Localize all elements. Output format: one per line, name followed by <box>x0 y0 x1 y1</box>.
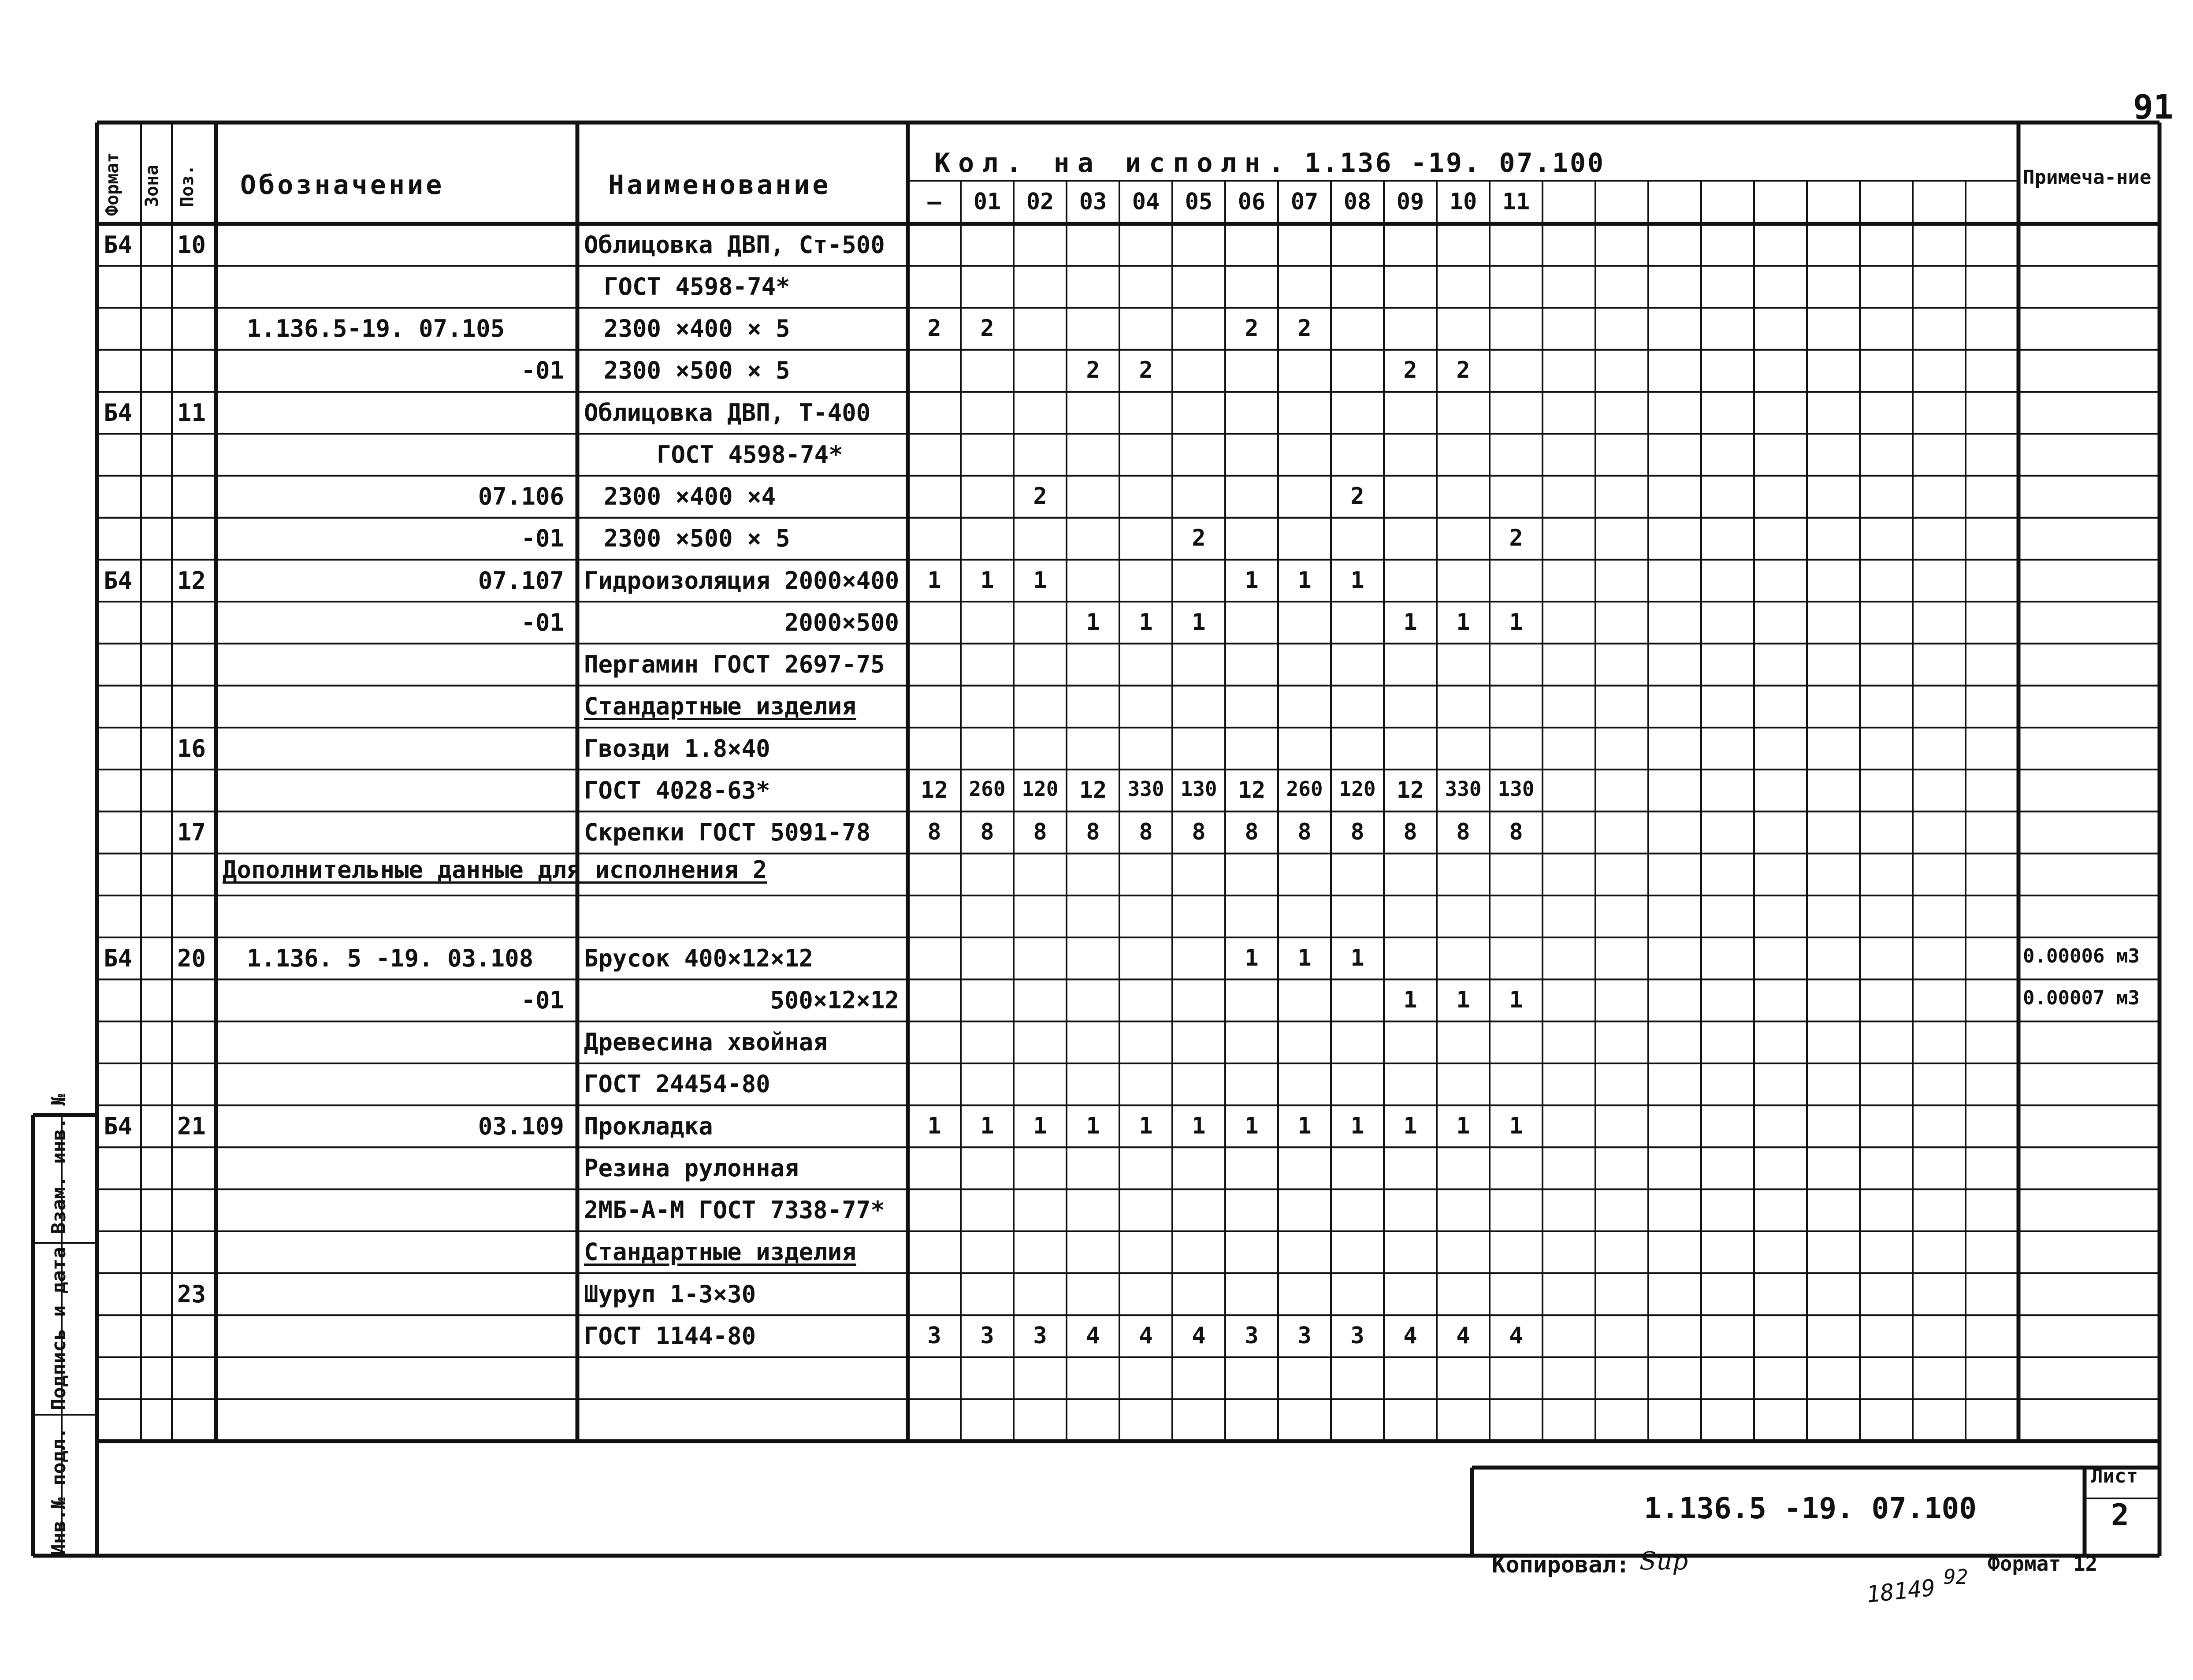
qty-cell: 1 <box>1509 609 1523 636</box>
cell-name: 2000×500 <box>784 608 899 636</box>
cell-designation: 03.109 <box>478 1112 564 1140</box>
qty-cell: 120 <box>1339 777 1376 801</box>
cell-name: Облицовка ДВП, Т-400 <box>584 398 871 427</box>
version-header: 07 <box>1290 189 1319 215</box>
qty-cell: 2 <box>1350 483 1364 510</box>
qty-cell: 2 <box>1297 315 1312 342</box>
qty-cell: 8 <box>1403 819 1417 845</box>
side-podpis-data: Подпись и дата <box>48 1247 70 1410</box>
qty-cell: 1 <box>927 1112 941 1139</box>
cell-name: Облицовка ДВП, Ст-500 <box>584 230 885 259</box>
qty-cell: 1 <box>1033 567 1047 594</box>
qty-cell: 4 <box>1509 1322 1523 1349</box>
qty-cell: 8 <box>1033 819 1047 845</box>
header-name: Наименование <box>608 170 831 201</box>
cell-designation: 1.136. 5 -19. 03.108 <box>247 944 534 972</box>
cell-pos: 10 <box>177 230 206 259</box>
version-header: 08 <box>1343 189 1372 215</box>
qty-cell: 4 <box>1403 1322 1417 1349</box>
version-header: 06 <box>1238 189 1266 215</box>
qty-cell: 2 <box>1086 357 1100 384</box>
version-header: 10 <box>1449 189 1477 215</box>
cell-name: 2300 ×400 × 5 <box>604 315 790 343</box>
cell-name: Древесина хвойная <box>584 1028 828 1056</box>
qty-cell: 4 <box>1086 1322 1100 1349</box>
qty-cell: 1 <box>1139 1112 1153 1139</box>
cell-name: Скрепки ГОСТ 5091-78 <box>584 818 871 846</box>
qty-cell: 8 <box>1139 819 1153 845</box>
qty-cell: 3 <box>1350 1322 1364 1349</box>
qty-cell: 2 <box>980 315 994 342</box>
qty-cell: 1 <box>1297 944 1312 971</box>
stamp-sheet-number: 2 <box>2111 1498 2129 1533</box>
cell-name: ГОСТ 4598-74* <box>657 440 843 468</box>
qty-cell: 1 <box>1509 986 1523 1013</box>
cell-name: ГОСТ 4028-63* <box>584 776 770 804</box>
side-inv-podl: Инв.№ подл. <box>48 1427 70 1556</box>
qty-cell: 120 <box>1022 777 1059 801</box>
qty-cell: 1 <box>1456 986 1470 1013</box>
qty-cell: 1 <box>1033 1112 1047 1139</box>
qty-cell: 1 <box>1350 1112 1364 1139</box>
qty-cell: 1 <box>927 567 941 594</box>
cell-name: Резина рулонная <box>584 1154 799 1182</box>
qty-cell: 8 <box>1456 819 1470 845</box>
cell-pos: 20 <box>177 944 206 972</box>
cell-format: Б4 <box>104 944 133 972</box>
qty-cell: 4 <box>1456 1322 1470 1349</box>
cell-format: Б4 <box>104 1112 133 1140</box>
cell-pos: 12 <box>177 566 206 595</box>
cell-name: 2МБ-А-М ГОСТ 7338-77* <box>584 1196 885 1224</box>
cell-designation: 1.136.5-19. 07.105 <box>247 315 505 343</box>
qty-cell: 1 <box>1086 609 1100 636</box>
qty-cell: 1 <box>1350 944 1364 971</box>
qty-cell: 4 <box>1192 1322 1206 1349</box>
qty-cell: 2 <box>1033 483 1047 510</box>
cell-name: Пергамин ГОСТ 2697-75 <box>584 650 885 679</box>
qty-cell: 330 <box>1127 777 1164 801</box>
qty-cell: 2 <box>1509 525 1523 552</box>
cell-note: 0.00007 м3 <box>2023 986 2140 1009</box>
qty-cell: 12 <box>1238 777 1266 803</box>
cell-designation: -01 <box>521 524 564 553</box>
qty-cell: 260 <box>1286 777 1323 801</box>
cell-name: Брусок 400×12×12 <box>584 944 814 972</box>
version-header: 05 <box>1185 189 1213 215</box>
cell-designation: Дополнительные данные для исполнения 2 <box>223 856 767 884</box>
cell-designation: 07.106 <box>478 483 564 511</box>
qty-cell: 8 <box>1086 819 1100 845</box>
qty-cell: 12 <box>1079 777 1107 803</box>
version-header: 04 <box>1132 189 1160 215</box>
qty-cell: 1 <box>1192 609 1206 636</box>
qty-cell: 1 <box>1245 944 1259 971</box>
page-number: 91 <box>2133 87 2174 126</box>
format-label: Формат 12 <box>1988 1552 2098 1576</box>
qty-cell: 8 <box>1350 819 1364 845</box>
cell-pos: 16 <box>177 734 206 762</box>
qty-cell: 130 <box>1180 777 1217 801</box>
qty-cell: 330 <box>1445 777 1482 801</box>
qty-cell: 260 <box>969 777 1006 801</box>
qty-cell: 1 <box>1403 609 1417 636</box>
qty-cell: 3 <box>927 1322 941 1349</box>
qty-cell: 1 <box>1509 1112 1523 1139</box>
header-designation: Обозначение <box>240 170 445 201</box>
version-header: 01 <box>973 189 1001 215</box>
qty-cell: 130 <box>1498 777 1535 801</box>
header-qty-doc: 1.136 -19. 07.100 <box>1305 148 1606 178</box>
cell-name: Прокладка <box>584 1112 713 1140</box>
header-format: Формат <box>102 152 123 216</box>
cell-name: 2300 ×500 × 5 <box>604 357 790 385</box>
qty-cell: 2 <box>1245 315 1259 342</box>
cell-name: ГОСТ 4598-74* <box>604 272 790 301</box>
qty-cell: 2 <box>1456 357 1470 384</box>
header-qty: Кол. на исполн. <box>934 148 1292 178</box>
qty-cell: 8 <box>1297 819 1312 845</box>
qty-cell: 1 <box>1403 1112 1417 1139</box>
qty-cell: 1 <box>1086 1112 1100 1139</box>
copied-signature: Sup <box>1639 1547 1688 1576</box>
qty-cell: 1 <box>1297 1112 1312 1139</box>
cell-pos: 11 <box>177 398 206 427</box>
version-header: 02 <box>1026 189 1054 215</box>
qty-cell: 2 <box>1192 525 1206 552</box>
version-header: – <box>927 189 941 215</box>
cell-name: Стандартные изделия <box>584 1238 856 1266</box>
qty-cell: 3 <box>1245 1322 1259 1349</box>
cell-name: Гидроизоляция 2000×400 <box>584 566 900 595</box>
qty-cell: 8 <box>1245 819 1259 845</box>
qty-cell: 1 <box>1297 567 1312 594</box>
cell-name: 500×12×12 <box>770 986 899 1014</box>
stamp-doc-number: 1.136.5 -19. 07.100 <box>1644 1491 1977 1525</box>
cell-pos: 17 <box>177 818 206 846</box>
qty-cell: 1 <box>1403 986 1417 1013</box>
qty-cell: 1 <box>980 567 994 594</box>
header-note: Примеча-ние <box>2023 166 2152 189</box>
cell-format: Б4 <box>104 230 133 259</box>
cell-designation: -01 <box>521 608 564 636</box>
qty-cell: 8 <box>980 819 994 845</box>
qty-cell: 12 <box>1396 777 1424 803</box>
version-header: 03 <box>1079 189 1107 215</box>
qty-cell: 8 <box>927 819 941 845</box>
cell-name: Гвозди 1.8×40 <box>584 734 770 762</box>
side-vzam-inv: Взам. инв. № <box>48 1094 70 1234</box>
qty-cell: 1 <box>1456 609 1470 636</box>
cell-designation: 07.107 <box>478 566 564 595</box>
qty-cell: 2 <box>927 315 941 342</box>
qty-cell: 1 <box>1350 567 1364 594</box>
cell-pos: 21 <box>177 1112 206 1140</box>
stamp-sheet-label: Лист <box>2091 1465 2138 1487</box>
cell-format: Б4 <box>104 566 133 595</box>
cell-name: Шуруп 1-3×30 <box>584 1280 756 1308</box>
version-header: 09 <box>1396 189 1424 215</box>
header-zone: Зона <box>142 164 162 207</box>
qty-cell: 2 <box>1403 357 1417 384</box>
cell-name: Стандартные изделия <box>584 692 856 721</box>
cell-note: 0.00006 м3 <box>2023 944 2140 967</box>
qty-cell: 1 <box>1245 567 1259 594</box>
qty-cell: 3 <box>980 1322 994 1349</box>
cell-name: 2300 ×400 ×4 <box>604 483 776 511</box>
cell-designation: -01 <box>521 357 564 385</box>
cell-pos: 23 <box>177 1280 206 1308</box>
cell-name: 2300 ×500 × 5 <box>604 524 790 553</box>
qty-cell: 1 <box>1139 609 1153 636</box>
qty-cell: 1 <box>1245 1112 1259 1139</box>
header-pos: Поз. <box>177 164 197 207</box>
qty-cell: 3 <box>1297 1322 1312 1349</box>
cell-name: ГОСТ 1144-80 <box>584 1322 756 1350</box>
cell-format: Б4 <box>104 398 133 427</box>
version-header: 11 <box>1502 189 1530 215</box>
archive-suffix: 92 <box>1944 1565 1968 1589</box>
archive-number: 18149 <box>1865 1574 1937 1609</box>
qty-cell: 1 <box>1192 1112 1206 1139</box>
cell-designation: -01 <box>521 986 564 1014</box>
qty-cell: 12 <box>920 777 948 803</box>
qty-cell: 8 <box>1192 819 1206 845</box>
qty-cell: 1 <box>1456 1112 1470 1139</box>
copied-label: Копировал: <box>1492 1552 1630 1578</box>
qty-cell: 1 <box>980 1112 994 1139</box>
qty-cell: 8 <box>1509 819 1523 845</box>
qty-cell: 4 <box>1139 1322 1153 1349</box>
qty-cell: 3 <box>1033 1322 1047 1349</box>
qty-cell: 2 <box>1139 357 1153 384</box>
cell-name: ГОСТ 24454-80 <box>584 1070 770 1098</box>
